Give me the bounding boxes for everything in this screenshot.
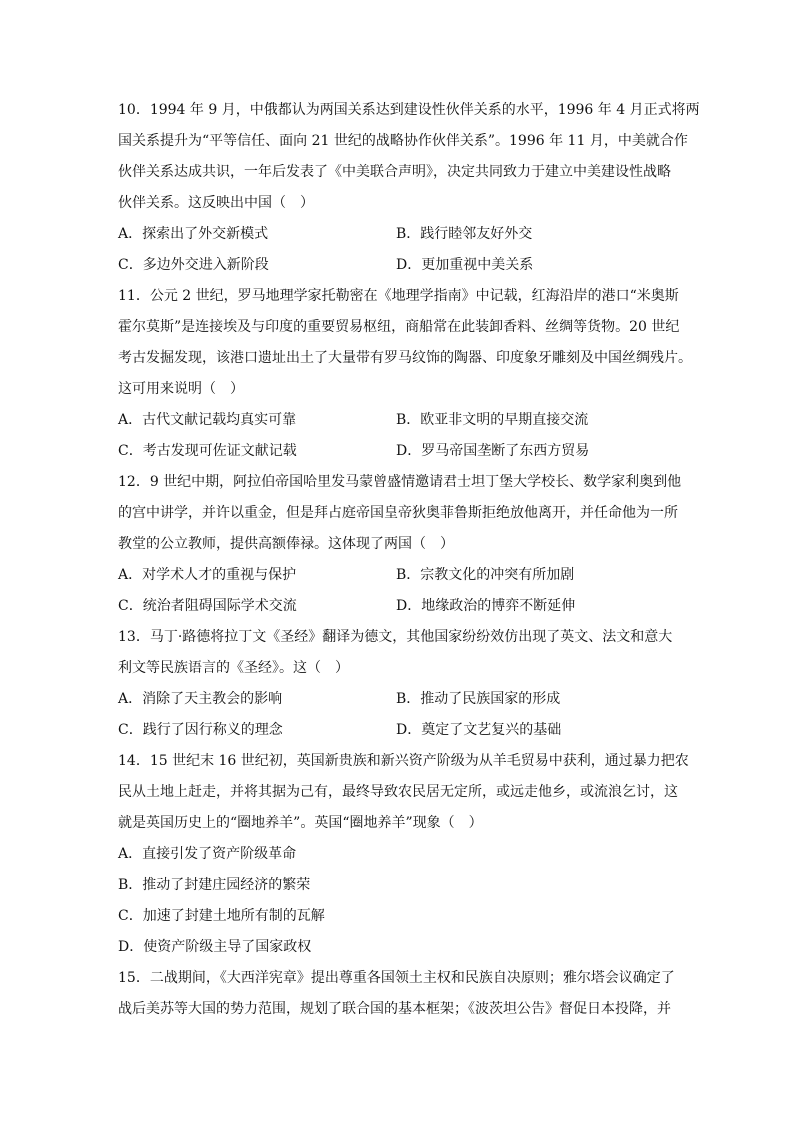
q11-option-b: B．欧亚非文明的早期直接交流 — [396, 412, 589, 428]
q14-option-d: D．使资产阶级主导了国家政权 — [118, 939, 312, 955]
q12-option-d: D．地缘政治的博弈不断延伸 — [396, 598, 576, 614]
q11-stem-line-2: 霍尔莫斯”是连接埃及与印度的重要贸易枢纽，商船常在此装卸香料、丝绸等货物。20 世纪 — [118, 319, 680, 335]
q12-stem-line-2: 的宫中讲学，并许以重金，但是拜占庭帝国皇帝狄奥菲鲁斯拒绝放他离开，并任命他为一所 — [118, 505, 678, 521]
q10-stem-line-1: 10．1994 年 9 月，中俄都认为两国关系达到建设性伙伴关系的水平，1996 年 4 月正式将两 — [118, 102, 700, 118]
q11-option-d: D．罗马帝国垄断了东西方贸易 — [396, 443, 590, 459]
q10-option-a: A．探索出了外交新模式 — [118, 226, 269, 242]
q11-option-a: A．古代文献记载均真实可靠 — [118, 412, 297, 428]
q12-stem-line-1: 12．9 世纪中期，阿拉伯帝国哈里发马蒙曾盛情邀请君士坦丁堡大学校长、数学家利奥到他 — [118, 474, 682, 490]
q15-stem-line-2: 战后美苏等大国的势力范围，规划了联合国的基本框架；《波茨坦公告》督促日本投降，并 — [118, 1001, 671, 1017]
q10-stem-line-2: 国关系提升为“平等信任、面向 21 世纪的战略协作伙伴关系”。1996 年 11 月，中美就合作 — [118, 133, 688, 149]
q14-option-c: C．加速了封建土地所有制的瓦解 — [118, 908, 325, 924]
q13-option-a: A．消除了天主教会的影响 — [118, 691, 283, 707]
q13-option-c: C．践行了因行称义的理念 — [118, 722, 283, 738]
q10-option-c: C．多边外交进入新阶段 — [118, 257, 269, 273]
q12-option-a: A．对学术人才的重视与保护 — [118, 567, 297, 583]
q13-stem-line-2: 利文等民族语言的《圣经》。这（ ） — [118, 660, 349, 676]
q13-option-d: D．奠定了文艺复兴的基础 — [396, 722, 562, 738]
q11-option-c: C．考古发现可佐证文献记载 — [118, 443, 297, 459]
q10-stem-line-4: 伙伴关系。这反映出中国（ ） — [118, 195, 314, 211]
q14-stem-line-2: 民从土地上赶走，并将其据为己有，最终导致农民居无定所，或远走他乡，或流浪乞讨，这 — [118, 784, 678, 800]
q14-stem-line-3: 就是英国历史上的“圈地养羊”。英国“圈地养羊”现象（ ） — [118, 815, 483, 831]
q14-option-a: A．直接引发了资产阶级革命 — [118, 846, 297, 862]
q11-stem-line-1: 11．公元 2 世纪，罗马地理学家托勒密在《地理学指南》中记载，红海沿岸的港口“米奥斯 — [118, 288, 679, 304]
q12-option-c: C．统治者阻碍国际学术交流 — [118, 598, 297, 614]
q15-stem-line-1: 15．二战期间，《大西洋宪章》提出尊重各国领土主权和民族自决原则；雅尔塔会议确定了 — [118, 970, 675, 986]
q10-stem-line-3: 伙伴关系达成共识，一年后发表了《中美联合声明》，决定共同致力于建立中美建设性战略 — [118, 164, 671, 180]
q12-option-b: B．宗教文化的冲突有所加剧 — [396, 567, 575, 583]
q10-option-b: B．践行睦邻友好外交 — [396, 226, 533, 242]
q11-stem-line-3: 考古发掘发现，该港口遗址出土了大量带有罗马纹饰的陶器、印度象牙雕刻及中国丝绸残片。 — [118, 350, 692, 366]
q11-stem-line-4: 这可用来说明（ ） — [118, 381, 244, 397]
q13-option-b: B．推动了民族国家的形成 — [396, 691, 561, 707]
q14-option-b: B．推动了封建庄园经济的繁荣 — [118, 877, 311, 893]
q12-stem-line-3: 教堂的公立教师，提供高额俸禄。这体现了两国（ ） — [118, 536, 454, 552]
q14-stem-line-1: 14．15 世纪末 16 世纪初，英国新贵族和新兴资产阶级为从羊毛贸易中获利，通过暴力把农 — [118, 753, 689, 769]
q13-stem-line-1: 13．马丁·路德将拉丁文《圣经》翻译为德文，其他国家纷纷效仿出现了英文、法文和意大 — [118, 629, 673, 645]
q10-option-d: D．更加重视中美关系 — [396, 257, 534, 273]
